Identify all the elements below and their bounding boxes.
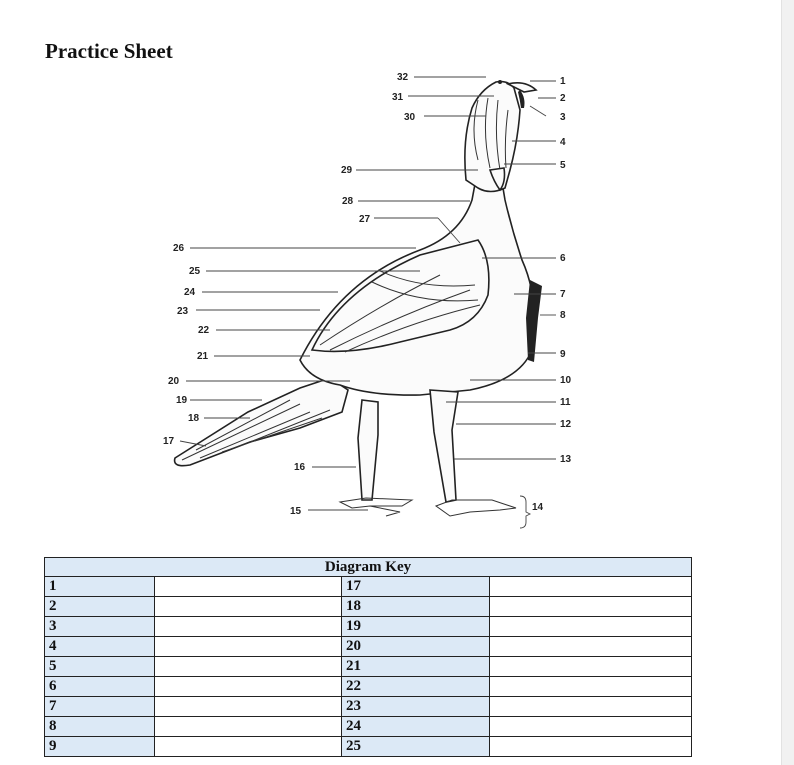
key-number-right: 23 <box>341 697 489 717</box>
table-row <box>45 657 692 677</box>
label-17: 17 <box>163 436 175 447</box>
key-number-left: 3 <box>45 617 155 637</box>
key-number-right: 24 <box>341 717 489 737</box>
key-number-left: 8 <box>45 717 155 737</box>
table-row <box>45 697 692 717</box>
answer-cell-left[interactable] <box>155 597 342 617</box>
turkey-foot-left <box>340 498 412 516</box>
label-13: 13 <box>560 454 572 465</box>
answer-cell-right[interactable] <box>490 657 692 677</box>
label-16: 16 <box>294 462 306 473</box>
answer-cell-left[interactable] <box>155 697 342 717</box>
key-number-left: 2 <box>45 597 155 617</box>
label-10: 10 <box>560 375 572 386</box>
key-number-left: 5 <box>45 657 155 677</box>
answer-cell-left[interactable] <box>155 737 342 757</box>
label-24: 24 <box>184 287 196 298</box>
key-number-left: 9 <box>45 737 155 757</box>
label-14: 14 <box>532 502 544 513</box>
label-19: 19 <box>176 395 188 406</box>
turkey-illustration <box>175 80 542 516</box>
key-number-left: 1 <box>45 577 155 597</box>
table-row <box>45 637 692 657</box>
answer-cell-left[interactable] <box>155 677 342 697</box>
answer-cell-right[interactable] <box>490 697 692 717</box>
turkey-leg-left <box>358 400 378 500</box>
label-5: 5 <box>560 160 566 171</box>
key-number-right: 21 <box>341 657 489 677</box>
label-32: 32 <box>397 72 409 83</box>
label-29: 29 <box>341 165 353 176</box>
label-23: 23 <box>177 306 189 317</box>
label-21: 21 <box>197 351 209 362</box>
label-20: 20 <box>168 376 180 387</box>
answer-cell-right[interactable] <box>490 637 692 657</box>
table-row <box>45 577 692 597</box>
answer-cell-right[interactable] <box>490 617 692 637</box>
label-15: 15 <box>290 506 302 517</box>
label-26: 26 <box>173 243 185 254</box>
key-number-left: 6 <box>45 677 155 697</box>
key-number-left: 7 <box>45 697 155 717</box>
answer-cell-left[interactable] <box>155 617 342 637</box>
label-7: 7 <box>560 289 566 300</box>
label-2: 2 <box>560 93 566 104</box>
label-12: 12 <box>560 419 572 430</box>
table-row <box>45 677 692 697</box>
key-number-right: 25 <box>341 737 489 757</box>
key-number-right: 20 <box>341 637 489 657</box>
turkey-leg-right <box>430 390 458 502</box>
label-4: 4 <box>560 137 566 148</box>
label-3: 3 <box>560 112 566 123</box>
answer-cell-right[interactable] <box>490 597 692 617</box>
key-number-right: 17 <box>341 577 489 597</box>
label-11: 11 <box>560 397 571 408</box>
answer-cell-left[interactable] <box>155 717 342 737</box>
label-31: 31 <box>392 92 404 103</box>
label-1: 1 <box>560 76 566 87</box>
page-title: Practice Sheet <box>45 39 173 63</box>
table-row <box>45 737 692 757</box>
key-number-right: 18 <box>341 597 489 617</box>
label-22: 22 <box>198 325 210 336</box>
label-27: 27 <box>359 214 371 225</box>
key-number-right: 22 <box>341 677 489 697</box>
label-28: 28 <box>342 196 354 207</box>
turkey-anatomy-diagram <box>0 60 794 530</box>
table-row <box>45 617 692 637</box>
label-9: 9 <box>560 349 566 360</box>
label-30: 30 <box>404 112 416 123</box>
answer-cell-right[interactable] <box>490 677 692 697</box>
key-number-left: 4 <box>45 637 155 657</box>
label-18: 18 <box>188 413 200 424</box>
diagram-key-title: Diagram Key <box>45 558 692 577</box>
label-25: 25 <box>189 266 201 277</box>
answer-cell-left[interactable] <box>155 577 342 597</box>
table-row <box>45 597 692 617</box>
label-6: 6 <box>560 253 566 264</box>
answer-cell-right[interactable] <box>490 717 692 737</box>
answer-cell-right[interactable] <box>490 737 692 757</box>
diagram-key-table <box>44 557 692 757</box>
answer-cell-left[interactable] <box>155 657 342 677</box>
answer-cell-right[interactable] <box>490 577 692 597</box>
answer-cell-left[interactable] <box>155 637 342 657</box>
table-row <box>45 717 692 737</box>
label-8: 8 <box>560 310 566 321</box>
key-number-right: 19 <box>341 617 489 637</box>
